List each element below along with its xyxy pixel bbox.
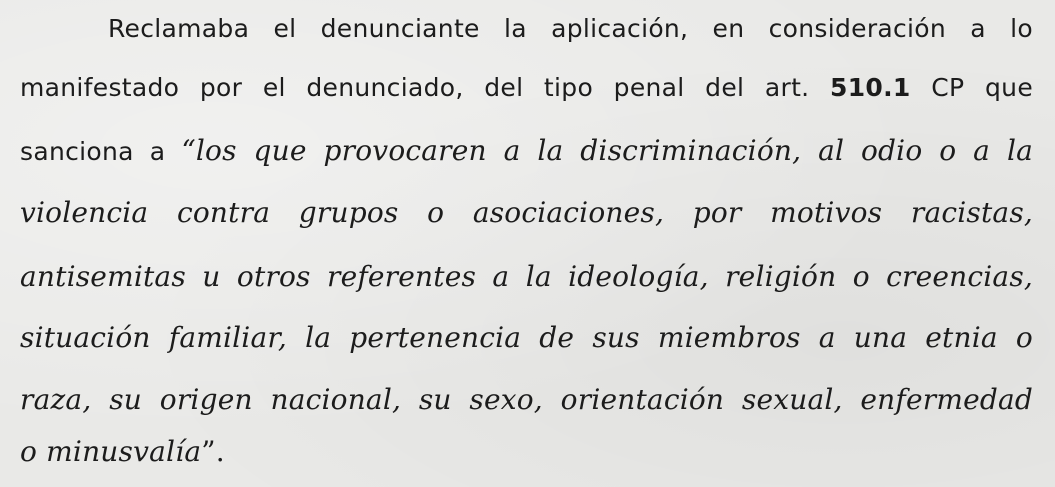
line-3-text-a: sanciona a xyxy=(20,137,182,166)
paragraph-line-1 xyxy=(108,14,1033,44)
paragraph-line-5 xyxy=(20,262,1033,292)
paragraph-line-2 xyxy=(20,73,1033,103)
paragraph-line-8 xyxy=(20,437,225,469)
line-5-text: antisemitas u otros referentes a la ideología, religión o creencias, xyxy=(20,260,1033,293)
line-1-text: Reclamaba el denunciante la aplicación, en consideración a lo xyxy=(108,14,1033,43)
paragraph-line-6 xyxy=(20,323,1033,353)
paragraph-line-3 xyxy=(20,136,1033,168)
line-7-text: raza, su origen nacional, su sexo, orientación sexual, enfermedad xyxy=(20,383,1033,416)
line-2-text-b: CP que xyxy=(910,73,1033,102)
line-2-text-a: manifestado por el denunciado, del tipo penal del art. xyxy=(20,73,831,102)
line-6-text: situación familiar, la pertenencia de sus miembros a una etnia o xyxy=(20,321,1033,354)
line-4-text: violencia contra grupos o asociaciones, por motivos racistas, xyxy=(20,196,1033,229)
paragraph-line-7 xyxy=(20,385,1033,415)
legal-quote-end: o minusvalía xyxy=(20,435,202,468)
paragraph-line-4 xyxy=(20,198,1033,228)
closing-quote-mark: ”. xyxy=(201,435,225,468)
legal-quote-start: “los que provocaren a la discriminación, al odio o a la xyxy=(181,134,1033,167)
article-number: 510.1 xyxy=(830,73,911,102)
